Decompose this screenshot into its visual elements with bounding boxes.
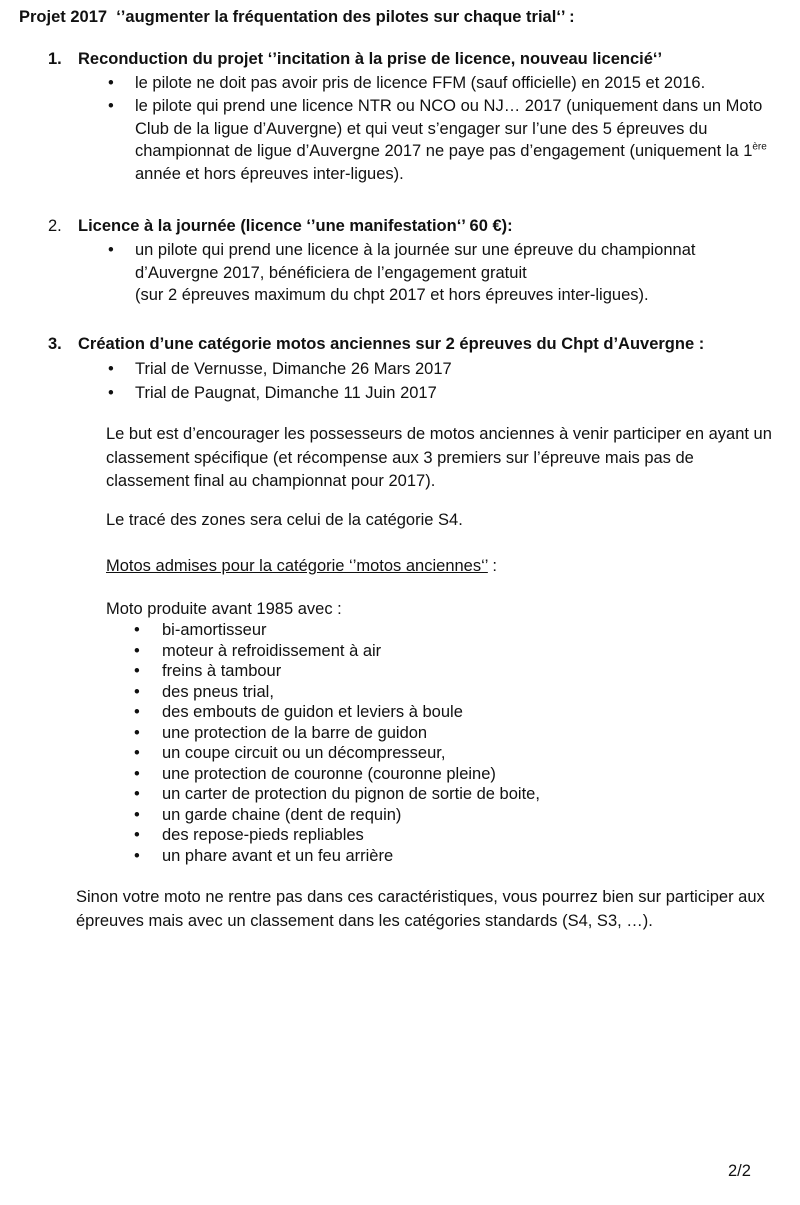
bullet-icon: • [134,621,140,639]
list-item: • une protection de la barre de guidon [134,723,428,742]
list-item: • Trial de Vernusse, Dimanche 26 Mars 2017 [108,358,768,381]
bullet-icon: • [134,744,140,762]
list-item: • bi-amortisseur [134,621,267,639]
section-2-number: 2. [48,217,62,235]
section-3-paragraph: Le but est d’encourager les possesseurs de motos anciennes à venir participer en ayant un classement spécifique (et récompense aux 3 premiers sur l’épreuve mais pas de classement final au championnat pour 2017). [106,425,772,490]
list-item: • un pilote qui prend une licence à la journée sur une épreuve du championnat d’Auvergne 2017, bénéficiera de l’engagement gratuit [108,241,696,282]
section-1-title: Reconduction du projet ‘’incitation à la prise de licence, nouveau licencié‘’ [78,50,663,68]
bullet-icon: • [134,662,140,680]
page-number: 2/2 [728,1162,751,1180]
bullet-icon: • [134,723,140,742]
list-item: (sur 2 épreuves maximum du chpt 2017 et hors épreuves inter-ligues). [135,286,649,304]
moto-intro: Moto produite avant 1985 avec : [106,600,342,618]
bullet-icon: • [108,74,114,92]
admitted-motos-heading: Motos admises pour la catégorie ‘’motos anciennes‘’ : [106,557,498,575]
list-item: • freins à tambour [134,662,282,680]
list-item: • un garde chaine (dent de requin) [134,805,402,824]
bullet-icon: • [108,241,114,259]
bullet-icon: • [134,682,140,701]
bullet-icon: • [134,826,140,844]
section-3-number: 3. [48,335,62,353]
list-item: • moteur à refroidissement à air [134,641,382,660]
list-item: • le pilote ne doit pas avoir pris de licence FFM (sauf officielle) en 2015 et 2016. [108,72,768,95]
bullet-icon: • [134,641,140,660]
section-3-zones-note: Le tracé des zones sera celui de la catégorie S4. [106,511,463,529]
list-item: • des repose-pieds repliables [134,826,364,844]
bullet-icon: • [108,97,114,115]
list-item: • des pneus trial, [134,682,274,701]
section-3-bullets [108,358,768,404]
list-item: • un coupe circuit ou un décompresseur, [134,744,446,762]
list-item: • une protection de couronne (couronne pleine) [134,764,496,783]
bullet-icon: • [108,360,114,378]
list-item: • un carter de protection du pignon de sortie de boite, [134,785,540,803]
section-1-bullets [108,72,768,185]
bullet-icon: • [134,764,140,783]
document-title: Projet 2017 ‘’augmenter la fréquentation des pilotes sur chaque trial‘’ : [19,8,575,26]
section-2-bullets [108,239,768,307]
bullet-icon: • [134,703,140,721]
bullet-icon: • [134,805,140,824]
moto-criteria-list [134,620,734,866]
list-item: • des embouts de guidon et leviers à boule [134,703,463,721]
bullet-icon: • [108,383,114,402]
section-3-title: Création d’une catégorie motos anciennes sur 2 épreuves du Chpt d’Auvergne : [78,335,705,353]
bullet-icon: • [134,785,140,803]
bullet-icon: • [134,846,140,865]
list-item: • Trial de Paugnat, Dimanche 11 Juin 2017 [108,382,768,405]
section-2-title: Licence à la journée (licence ‘’une manifestation‘’ 60 €): [78,217,513,235]
section-1-number: 1. [48,50,62,68]
closing-paragraph: Sinon votre moto ne rentre pas dans ces caractéristiques, vous pourrez bien sur participer aux épreuves mais avec un classement dans les catégories standards (S4, S3, …). [76,888,765,930]
list-item: • un phare avant et un feu arrière [134,846,394,865]
list-item: • le pilote qui prend une licence NTR ou NCO ou NJ… 2017 (uniquement dans un Moto Club de la ligue d’Auvergne) et qui veut s’engager sur l’une des 5 épreuves du championnat de ligue d’Auvergne 2017 ne paye pas d’engagement (uniquement la 1ère année et hors épreuves inter-ligues). [108,97,767,183]
